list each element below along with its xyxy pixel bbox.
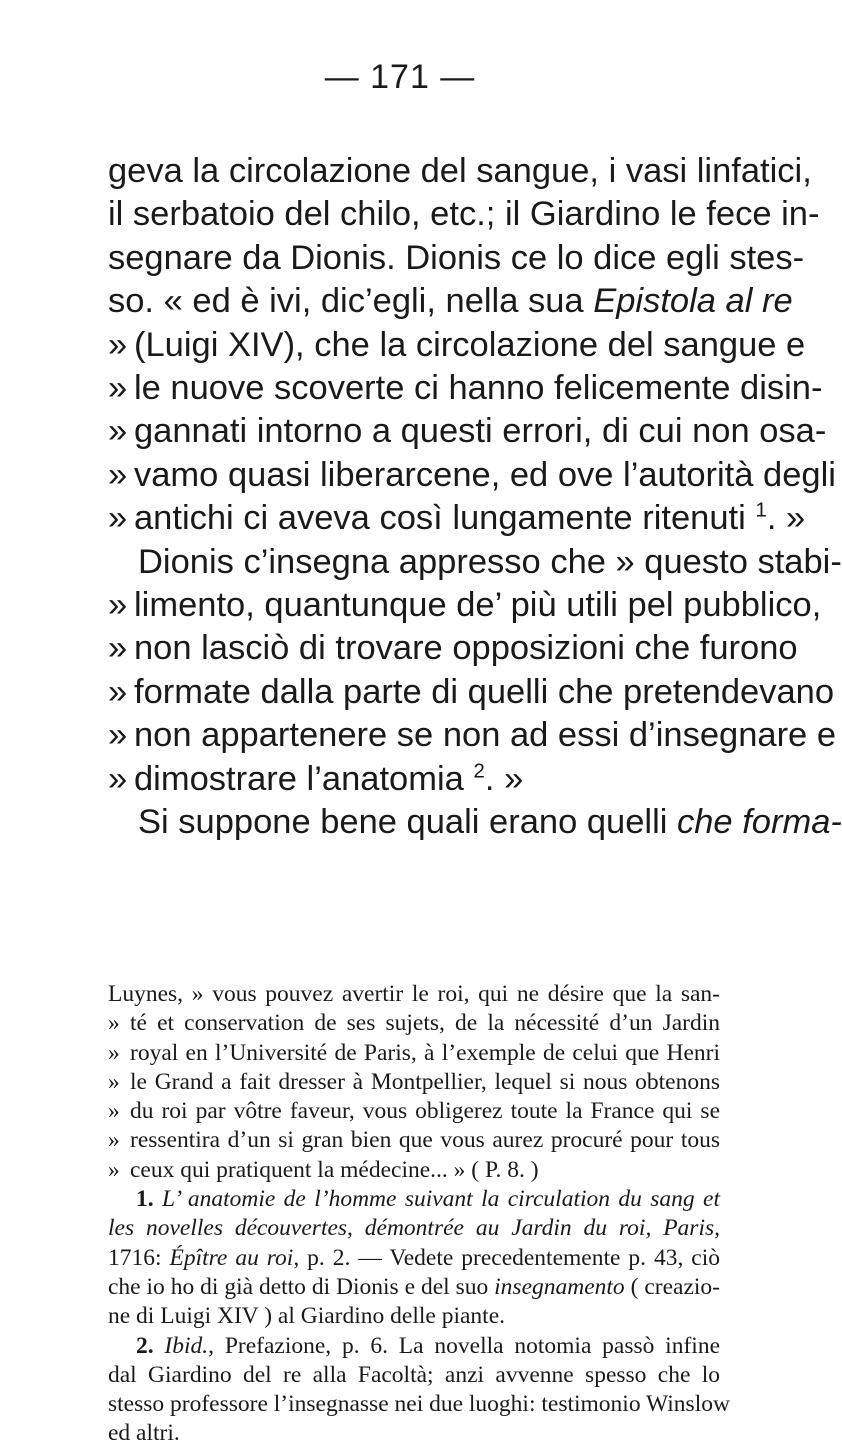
text-segment: . » xyxy=(766,499,806,538)
text-segment: dimostrare l’anatomia xyxy=(134,759,474,798)
text-line xyxy=(108,671,835,714)
quote-mark: » xyxy=(108,412,128,451)
note-line xyxy=(108,1126,720,1155)
footnote-1 xyxy=(108,1185,720,1214)
text-segment: Si suppone bene quali erano quelli xyxy=(138,803,677,842)
text-segment: non appartenere se non ad essi d’insegnare e xyxy=(134,716,837,755)
italic-title: les novelles découvertes, démontrée au Jardin du roi, Paris, xyxy=(108,1215,720,1242)
note-line xyxy=(108,1214,720,1243)
footnote-number: 2. xyxy=(136,1332,154,1359)
text-segment: (Luigi XIV), che la circolazione del sangue e xyxy=(134,325,806,364)
note-line xyxy=(108,1039,720,1068)
text-line xyxy=(108,367,823,410)
quote-mark: » xyxy=(108,1156,120,1183)
text-segment: du roi par vôtre faveur, vous obligerez toute la France qui se xyxy=(130,1098,720,1125)
italic-title: Epistola al re xyxy=(593,282,793,321)
text-segment: té et conservation de ses sujets, de la nécessité d’un Jardin xyxy=(130,1010,720,1037)
footnote-number: 1. xyxy=(136,1186,154,1213)
text-line xyxy=(108,758,720,801)
text-line xyxy=(108,497,806,540)
text-line xyxy=(108,714,837,757)
text-segment: vamo quasi liberarcene, ed ove l’autorità degli xyxy=(134,455,836,494)
quote-mark: » xyxy=(108,716,128,755)
italic-text: Ibid. xyxy=(164,1332,209,1359)
quote-mark: » xyxy=(108,455,128,494)
text-line: il serbatoio del chilo, etc.; il Giardino le fece in- xyxy=(108,195,820,234)
note-line xyxy=(108,1097,720,1126)
page-number: — 171 — xyxy=(324,58,476,96)
text-line xyxy=(108,801,842,844)
footnotes xyxy=(108,980,730,1449)
text-segment: gannati intorno a questi errori, di cui non osa- xyxy=(134,412,827,451)
text-segment: antichi ci aveva così lungamente ritenuti xyxy=(134,499,756,538)
text-segment: royal en l’Université de Paris, à l’exemple de celui que Henri xyxy=(130,1039,720,1066)
text-segment: . » xyxy=(484,759,524,798)
text-segment: ( creazio- xyxy=(624,1273,720,1300)
note-line xyxy=(108,1009,720,1038)
quote-mark: » xyxy=(108,369,128,408)
note-line: ne di Luigi XIV ) al Giardino delle piante. xyxy=(108,1303,505,1330)
quote-mark: » xyxy=(108,1068,120,1095)
footnote-ref-2[interactable]: 2 xyxy=(473,759,485,783)
quote-mark: » xyxy=(108,1039,120,1066)
note-line: dal Giardino del re alla Facoltà; anzi avvenne spesso che lo xyxy=(108,1361,720,1388)
note-line: Luynes, » vous pouvez avertir le roi, qui ne désire que la san- xyxy=(108,981,720,1007)
note-line xyxy=(108,1068,720,1097)
text-segment: formate dalla parte di quelli che pretendevano xyxy=(134,672,835,711)
text-segment: 1716: xyxy=(108,1244,170,1271)
text-segment: ressentira d’un si gran bien que vous aurez procuré pour tous xyxy=(130,1127,720,1154)
note-line: ed altri. xyxy=(108,1420,180,1447)
text-segment: , p. 2. — Vedete precedentemente p. 43, ciò xyxy=(293,1244,721,1271)
quote-mark: » xyxy=(108,586,128,625)
text-segment: limento, quantunque de’ più utili pel pubblico, xyxy=(134,586,822,625)
quote-mark: » xyxy=(108,629,128,668)
quote-mark: » xyxy=(108,1010,120,1037)
text-segment: so. « ed è ivi, dic’egli, nella sua xyxy=(108,282,594,321)
text-line xyxy=(108,627,798,670)
quote-mark: » xyxy=(108,759,128,798)
text-line xyxy=(108,280,793,323)
text-line xyxy=(108,324,806,367)
text-line: geva la circolazione del sangue, i vasi linfatici, xyxy=(108,152,812,190)
text-segment: le Grand a fait dresser à Montpellier, lequel si nous obtenons xyxy=(130,1068,720,1095)
text-line: segnare da Dionis. Dionis ce lo dice egli stes- xyxy=(108,238,805,277)
note-line xyxy=(108,1244,720,1273)
main-text xyxy=(108,150,842,845)
italic-text: insegnamento xyxy=(494,1273,625,1300)
note-line: stesso professore l’insegnasse nei due luoghi: testimonio Winslow xyxy=(108,1391,730,1418)
note-line xyxy=(108,1273,720,1302)
text-segment: non lasciò di trovare opposizioni che furono xyxy=(134,629,798,668)
text-line xyxy=(108,584,822,627)
italic-title: Épître au roi xyxy=(169,1244,294,1271)
text-segment: le nuove scoverte ci hanno felicemente disin- xyxy=(134,369,823,408)
text-line xyxy=(108,454,836,497)
quote-mark: » xyxy=(108,1127,120,1154)
text-line xyxy=(108,410,827,453)
note-line xyxy=(108,1156,720,1185)
text-segment: che io ho di già detto di Dionis e del suo xyxy=(108,1273,495,1300)
text-segment: ceux qui pratiquent la médecine... » ( P. 8. ) xyxy=(130,1156,539,1183)
text-line: Dionis c’insegna appresso che » questo stabi- xyxy=(138,542,842,581)
italic-title: L’ anatomie de l’homme suivant la circulation du sang et xyxy=(162,1186,721,1213)
footnote-ref-1[interactable]: 1 xyxy=(755,498,767,522)
quote-mark: » xyxy=(108,499,128,538)
footnote-2 xyxy=(108,1332,720,1361)
quote-mark: » xyxy=(108,672,128,711)
text-segment: , Prefazione, p. 6. La novella notomia passò infine xyxy=(208,1332,720,1359)
italic-text: che forma- xyxy=(677,803,842,842)
quote-mark: » xyxy=(108,325,128,364)
quote-mark: » xyxy=(108,1098,120,1125)
